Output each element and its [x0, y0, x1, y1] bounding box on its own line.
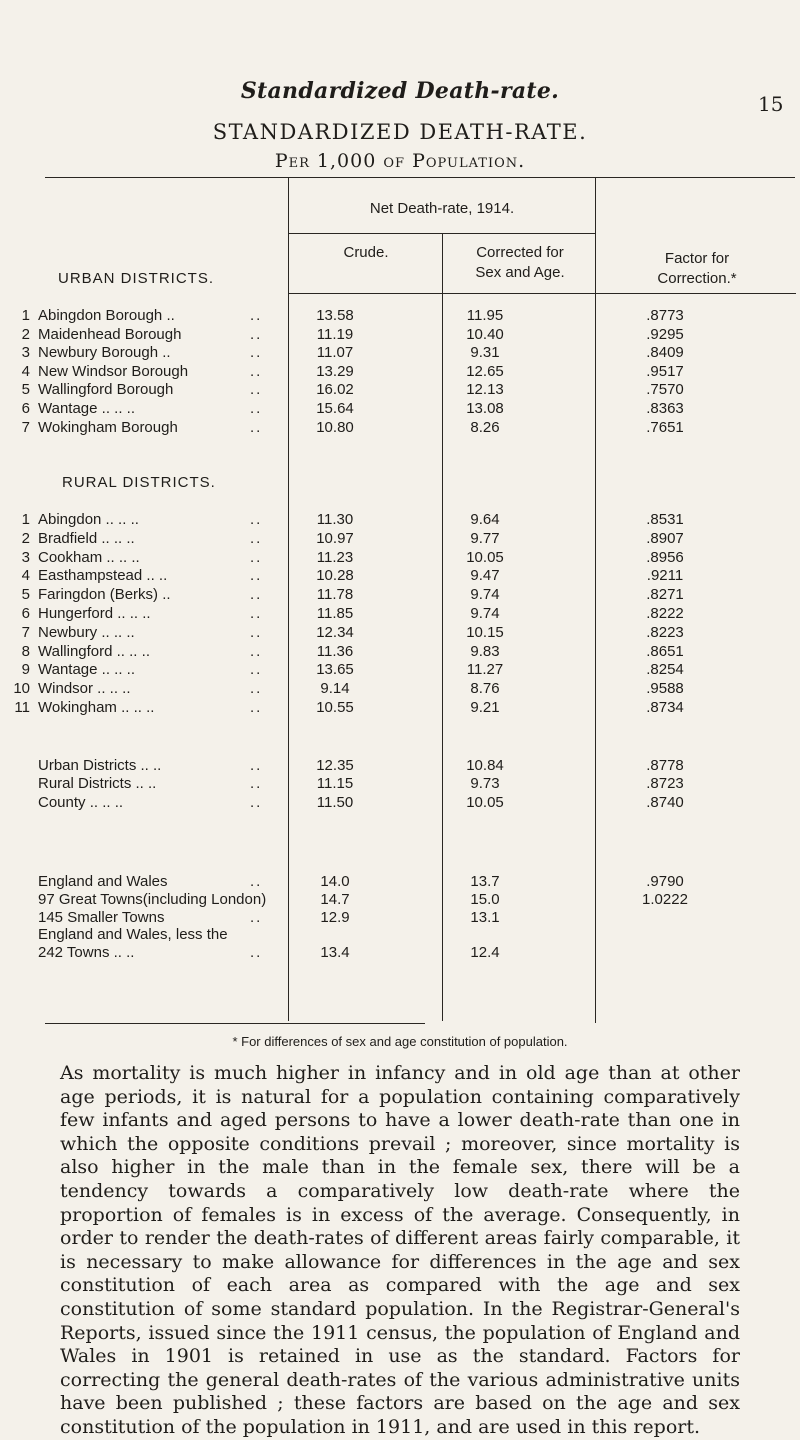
- leader-dots: ..: [250, 605, 263, 622]
- leader-dots: ..: [250, 362, 263, 380]
- corrected-rate: 10.05: [466, 548, 504, 566]
- crude-rate: 11.36: [316, 642, 354, 660]
- correction-factor: .7651: [646, 418, 684, 436]
- table-row: [0, 343, 800, 362]
- leader-dots: ..: [250, 548, 263, 566]
- correction-factor: .8254: [646, 661, 684, 679]
- district-name: Urban Districts .. ..: [38, 757, 162, 774]
- table-row: [0, 793, 800, 812]
- leader-dots: ..: [250, 793, 263, 811]
- corrected-rate: 11.95: [466, 307, 504, 324]
- crude-rate: 16.02: [316, 381, 354, 399]
- leader-dots: ..: [250, 944, 263, 962]
- table-row: [0, 529, 800, 548]
- leader-dots: ..: [250, 529, 263, 547]
- urban-heading: URBAN DISTRICTS.: [58, 270, 215, 287]
- correction-factor: .8651: [646, 642, 684, 660]
- table-row: [0, 623, 800, 642]
- leader-dots: ..: [250, 699, 263, 716]
- row-number: 6: [21, 605, 30, 622]
- table-row: [0, 660, 800, 679]
- corrected-rate: 8.76: [470, 680, 500, 698]
- crude-rate: 9.14: [320, 680, 350, 698]
- table-row: [0, 698, 800, 717]
- correction-factor: .8956: [646, 548, 684, 566]
- district-name: Wokingham .. .. ..: [38, 699, 155, 716]
- table-row: [0, 510, 800, 529]
- corrected-rate: 12.65: [466, 362, 504, 380]
- correction-factor: .7570: [646, 381, 684, 399]
- table-row: [0, 380, 800, 399]
- header-crude: Crude.: [343, 244, 389, 261]
- corrected-rate: 10.15: [466, 623, 504, 641]
- row-number: 11: [14, 699, 30, 716]
- leader-dots: ..: [250, 908, 263, 926]
- correction-factor: .8223: [646, 623, 684, 641]
- crude-rate: 11.15: [316, 775, 354, 793]
- district-name: Newbury .. .. ..: [38, 623, 135, 641]
- crude-rate: 11.23: [316, 548, 354, 566]
- table-row: [0, 890, 800, 909]
- crude-rate: 12.34: [316, 623, 354, 641]
- table-row: [0, 679, 800, 698]
- page-number: 15: [758, 92, 784, 116]
- crude-rate: 10.55: [316, 699, 354, 716]
- footnote: * For differences of sex and age constitution of population.: [232, 1034, 568, 1049]
- crude-rate: 11.78: [316, 586, 354, 604]
- table-row: [0, 943, 800, 962]
- corrected-rate: 9.21: [470, 699, 500, 716]
- corrected-rate: 10.40: [466, 325, 504, 343]
- district-name: Windsor .. .. ..: [38, 680, 131, 698]
- corrected-rate: 11.27: [466, 661, 504, 679]
- crude-rate: 10.97: [316, 529, 354, 547]
- header-corrected: Corrected for Sex and Age.: [475, 244, 565, 281]
- table-row: [0, 325, 800, 344]
- leader-dots: ..: [250, 400, 263, 417]
- corrected-rate: 15.0: [470, 890, 500, 908]
- table-bottom-rule: [45, 1023, 425, 1024]
- correction-factor: .8222: [646, 605, 684, 622]
- table-row: [0, 585, 800, 604]
- leader-dots: ..: [250, 680, 263, 698]
- corrected-rate: 9.73: [470, 775, 500, 793]
- leader-dots: ..: [250, 381, 263, 399]
- table-row: [0, 604, 800, 623]
- leader-dots: ..: [250, 873, 263, 890]
- table-row: [0, 548, 800, 567]
- district-name: England and Wales: [38, 873, 168, 890]
- correction-factor: .8363: [646, 400, 684, 417]
- correction-factor: .8531: [646, 511, 684, 528]
- header-factor: Factor for Correction.*: [657, 250, 737, 287]
- correction-factor: .8778: [646, 757, 684, 774]
- body-paragraph: As mortality is much higher in infancy and in old age than at other age periods, it is natural for a population containing comparatively few infants and aged persons to have a lower death-rate than one in which the opposite conditions prevail ; moreover, since mortality is also higher in the male than in the female sex, there will be a tendency towards a comparatively low death-rate where the proportion of females is in excess of the average. Consequently, in order to render the death-rates of different areas fairly comparable, it is necessary to make allowance for differences in the age and sex constitution of each area as compared with the age and sex constitution of some standard population. In the Registrar-General's Reports, issued since the 1911 census, the population of England and Wales in 1901 is retained in use as the standard. Factors for correcting the general death-rates of the various administrative units have been published ; these factors are based on the age and sex constitution of the population in 1911, and are used in this report.: [60, 1062, 740, 1438]
- crude-rate: 10.80: [316, 418, 354, 436]
- crude-rate: 10.28: [316, 567, 354, 585]
- district-name: Newbury Borough ..: [38, 344, 171, 362]
- table-row: [0, 399, 800, 418]
- leader-dots: ..: [250, 661, 263, 679]
- leader-dots: ..: [250, 623, 263, 641]
- leader-dots: ..: [250, 325, 263, 343]
- district-name: 97 Great Towns(including London): [38, 890, 267, 908]
- correction-factor: .8734: [646, 699, 684, 716]
- row-number: 7: [21, 623, 30, 641]
- crude-rate: 15.64: [316, 400, 354, 417]
- row-number: 4: [21, 362, 30, 380]
- table-row: [0, 908, 800, 927]
- corrected-rate: 9.74: [470, 605, 500, 622]
- row-number: 1: [21, 511, 30, 528]
- table-row: [0, 362, 800, 381]
- correction-factor: .8409: [646, 344, 684, 362]
- table-row: [0, 774, 800, 793]
- header-bottom-rule: [288, 293, 796, 294]
- district-name: Faringdon (Berks) ..: [38, 586, 171, 604]
- header-net-death-rate: Net Death-rate, 1914.: [369, 200, 515, 217]
- district-name: Bradfield .. .. ..: [38, 529, 135, 547]
- row-number: 7: [21, 418, 30, 436]
- corrected-rate: 13.7: [470, 873, 500, 890]
- table-row: [0, 642, 800, 661]
- leader-dots: ..: [250, 775, 263, 793]
- crude-rate: 12.9: [320, 908, 350, 926]
- row-number: 8: [21, 642, 30, 660]
- corrected-rate: 9.31: [470, 344, 500, 362]
- leader-dots: ..: [250, 586, 263, 604]
- crude-rate: 11.85: [316, 605, 354, 622]
- leader-dots: ..: [250, 567, 263, 585]
- district-name: 145 Smaller Towns: [38, 908, 165, 926]
- correction-factor: .9211: [646, 567, 684, 585]
- rural-heading: RURAL DISTRICTS.: [62, 474, 216, 491]
- row-number: 3: [21, 344, 30, 362]
- row-number: 10: [13, 680, 30, 698]
- district-name: Cookham .. .. ..: [38, 548, 140, 566]
- corrected-rate: 9.74: [470, 586, 500, 604]
- correction-factor: .8723: [646, 775, 684, 793]
- table-row: [0, 872, 800, 891]
- row-number: 5: [21, 381, 30, 399]
- row-number: 1: [21, 307, 30, 324]
- row-number: 6: [21, 400, 30, 417]
- district-name: Abingdon Borough ..: [38, 307, 175, 324]
- district-name: Wallingford Borough: [38, 381, 174, 399]
- crude-rate: 13.65: [316, 661, 354, 679]
- correction-factor: .9588: [646, 680, 684, 698]
- crude-rate: 13.29: [316, 362, 354, 380]
- crude-rate: 14.7: [320, 890, 350, 908]
- corrected-rate: 12.4: [470, 944, 500, 962]
- correction-factor: 1.0222: [642, 890, 688, 908]
- row-number: 3: [21, 548, 30, 566]
- correction-factor: .8907: [646, 529, 684, 547]
- running-title: Standardized Death-rate.: [240, 78, 560, 104]
- district-name: Wallingford .. .. ..: [38, 642, 150, 660]
- corrected-rate: 9.77: [470, 529, 500, 547]
- crude-rate: 13.4: [320, 944, 350, 962]
- district-name: New Windsor Borough: [38, 362, 189, 380]
- row-number: 2: [21, 325, 30, 343]
- table-row: [0, 566, 800, 585]
- correction-factor: .8773: [646, 307, 684, 324]
- leader-dots: ..: [250, 418, 263, 436]
- district-name: Maidenhead Borough: [38, 325, 182, 343]
- corrected-rate: 13.1: [470, 908, 500, 926]
- crude-rate: 12.35: [316, 757, 354, 774]
- crude-rate: 11.19: [316, 325, 354, 343]
- corrected-rate: 9.64: [470, 511, 500, 528]
- district-name: England and Wales, less the: [38, 926, 228, 944]
- corrected-rate: 10.05: [466, 793, 504, 811]
- corrected-rate: 12.13: [466, 381, 504, 399]
- district-name: Wantage .. .. ..: [38, 661, 135, 679]
- row-number: 2: [21, 529, 30, 547]
- corrected-rate: 9.47: [470, 567, 500, 585]
- correction-factor: .8271: [646, 586, 684, 604]
- leader-dots: ..: [250, 511, 263, 528]
- table-top-rule: [45, 177, 795, 178]
- district-name: Wantage .. .. ..: [38, 400, 135, 417]
- row-number: 4: [21, 567, 30, 585]
- crude-rate: 13.58: [316, 307, 354, 324]
- table-row: [0, 418, 800, 437]
- correction-factor: .9295: [646, 325, 684, 343]
- corrected-rate: 9.83: [470, 642, 500, 660]
- row-number: 9: [21, 661, 30, 679]
- district-name: Wokingham Borough: [38, 418, 178, 436]
- correction-factor: .8740: [646, 793, 684, 811]
- crude-rate: 11.07: [316, 344, 354, 362]
- leader-dots: ..: [250, 307, 263, 324]
- district-name: 242 Towns .. ..: [38, 944, 135, 962]
- corrected-rate: 10.84: [466, 757, 504, 774]
- table-row: [0, 925, 800, 944]
- correction-factor: .9517: [646, 362, 684, 380]
- district-name: Easthampstead .. ..: [38, 567, 168, 585]
- leader-dots: ..: [250, 642, 263, 660]
- leader-dots: ..: [250, 757, 263, 774]
- district-name: County .. .. ..: [38, 793, 124, 811]
- leader-dots: ..: [250, 344, 263, 362]
- table-subtitle: Per 1,000 of Population.: [274, 150, 526, 172]
- district-name: Abingdon .. .. ..: [38, 511, 139, 528]
- district-name: Rural Districts .. ..: [38, 775, 157, 793]
- table-row: [0, 306, 800, 325]
- correction-factor: .9790: [646, 873, 684, 890]
- row-number: 5: [21, 586, 30, 604]
- corrected-rate: 13.08: [466, 400, 504, 417]
- crude-rate: 11.30: [316, 511, 354, 528]
- crude-rate: 14.0: [320, 873, 350, 890]
- table-row: [0, 756, 800, 775]
- district-name: Hungerford .. .. ..: [38, 605, 151, 622]
- corrected-rate: 8.26: [470, 418, 500, 436]
- table-title: STANDARDIZED DEATH-RATE.: [212, 120, 588, 144]
- crude-rate: 11.50: [316, 793, 354, 811]
